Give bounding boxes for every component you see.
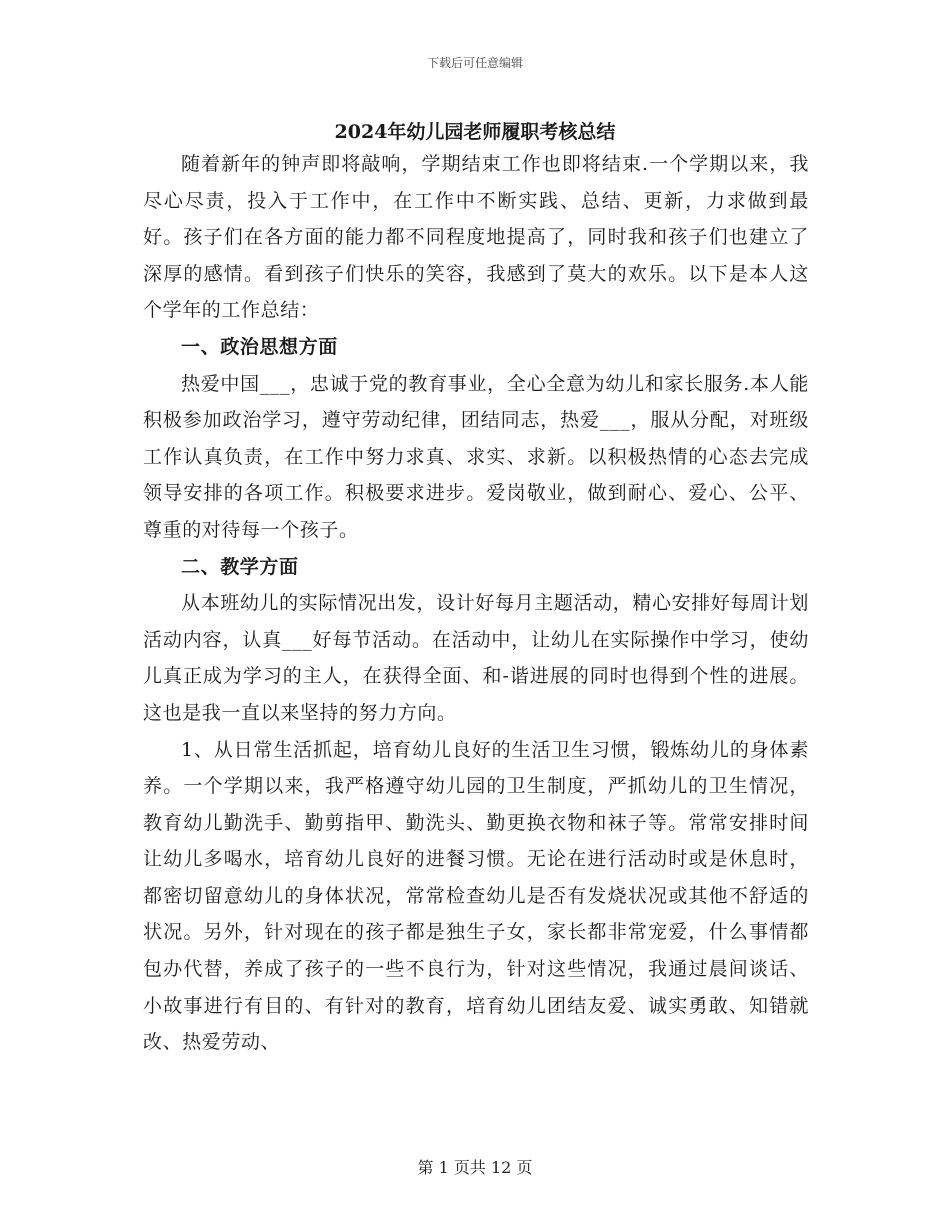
section-heading-teaching: 二、教学方面 <box>181 555 299 578</box>
header-note: 下载后可任意编辑 <box>426 56 523 70</box>
section-heading-politics: 一、政治思想方面 <box>181 335 338 358</box>
teaching-paragraph: 从本班幼儿的实际情况出发，设计好每月主题活动，精心安排好每周计划活动内容，认真___好每节活动。在活动中，让幼儿在实际操作中学习，使幼儿真正成为学习的主人，在获得全面、和-谐进展的同时也得到个性的进展。这也是我一直以来坚持的努力方向。 <box>143 592 809 724</box>
document-body <box>143 146 809 1061</box>
intro-paragraph: 随着新年的钟声即将敲响，学期结束工作也即将结束.一个学期以来，我尽心尽责，投入于工作中，在工作中不断实践、总结、更新，力求做到最好。孩子们在各方面的能力都不同程度地提高了，同时我和孩子们也建立了深厚的感情。看到孩子们快乐的笑容，我感到了莫大的欢乐。以下是本人这个学年的工作总结： <box>143 153 809 322</box>
page-footer: 第 1 页共 12 页 <box>417 1158 533 1177</box>
politics-paragraph: 热爱中国___，忠诚于党的教育事业，全心全意为幼儿和家长服务.本人能积极参加政治学习，遵守劳动纪律，团结同志，热爱___，服从分配，对班级工作认真负责，在工作中努力求真、求实、求新。以积极热情的心态去完成领导安排的各项工作。积极要求进步。爱岗敬业，做到耐心、爱心、公平、尊重的对待每一个孩子。 <box>143 372 809 541</box>
document-title: 2024年幼儿园老师履职考核总结 <box>334 121 616 143</box>
daily-life-paragraph: 1、从日常生活抓起，培育幼儿良好的生活卫生习惯，锻炼幼儿的身体素养。一个学期以来，我严格遵守幼儿园的卫生制度，严抓幼儿的卫生情况，教育幼儿勤洗手、勤剪指甲、勤洗头、勤更换衣物和袜子等。常常安排时间让幼儿多喝水，培育幼儿良好的进餐习惯。无论在进行活动时或是休息时，都密切留意幼儿的身体状况，常常检查幼儿是否有发烧状况或其他不舒适的状况。另外，针对现在的孩子都是独生子女，家长都非常宠爱，什么事情都包办代替，养成了孩子的一些不良行为，针对这些情况，我通过晨间谈话、小故事进行有目的、有针对的教育，培育幼儿团结友爱、诚实勇敢、知错就改、热爱劳动、 <box>143 738 809 1054</box>
